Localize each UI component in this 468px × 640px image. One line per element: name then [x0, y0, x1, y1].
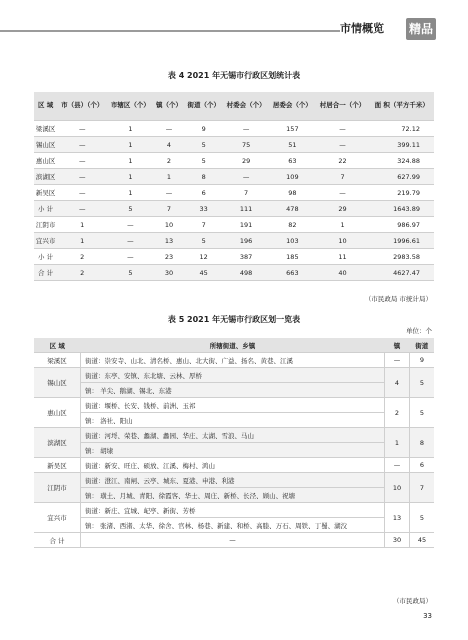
table-row [34, 185, 434, 201]
section-label: 市情概览 [340, 22, 384, 35]
table-row [34, 353, 434, 368]
district-cell: 惠山区 [34, 398, 81, 428]
table4-header-cell: 市（县）（个） [57, 92, 107, 121]
table4-cell: 98 [269, 185, 315, 201]
table4-header-cell: 居委会（个） [269, 92, 315, 121]
table4-cell: 30 [154, 265, 185, 281]
table4-cell: 387 [223, 249, 269, 265]
table4-cell: 1 [57, 217, 107, 233]
table-row [34, 383, 434, 398]
table5-header-cell: 区 域 [34, 338, 81, 353]
page-header [0, 18, 468, 44]
table4-cell: 2983.58 [370, 249, 434, 265]
table4-header-cell: 区 域 [34, 92, 57, 121]
table4-cell: 1 [107, 121, 153, 137]
table4-cell: — [107, 217, 153, 233]
table4-cell: — [57, 121, 107, 137]
table4-cell: 196 [223, 233, 269, 249]
subdivision-cell: 镇： 洛社、阳山 [81, 413, 385, 428]
table4-cell: 40 [316, 265, 370, 281]
table-row [34, 217, 434, 233]
table-row [34, 428, 434, 443]
table4-cell: 29 [316, 201, 370, 217]
table4-header-cell: 镇（个） [154, 92, 185, 121]
subdivision-cell: 街道：新庄、宜城、屺亭、新街、芳桥 [81, 503, 385, 518]
subdivision-cell: 镇： 胡埭 [81, 443, 385, 458]
logo-badge: 精品 [406, 18, 436, 40]
subdivision-cell: 街道：东亭、安镇、东北塘、云林、厚桥 [81, 368, 385, 383]
header-rule [0, 30, 340, 32]
town-count-cell: 1 [385, 428, 410, 458]
subdivision-cell: 街道：崇安寺、山北、清名桥、惠山、北大街、广益、扬名、黄巷、江溪 [81, 353, 385, 368]
table5-header-cell: 街道 [410, 338, 435, 353]
table4-cell: 小 计 [34, 201, 57, 217]
table4-cell: 72.12 [370, 121, 434, 137]
table4-cell: 1 [107, 153, 153, 169]
street-count-cell: 5 [410, 398, 435, 428]
table4-cell: 111 [223, 201, 269, 217]
table-row [34, 201, 434, 217]
table4-cell: 51 [269, 137, 315, 153]
table4-cell: — [223, 169, 269, 185]
table4-cell: 82 [269, 217, 315, 233]
table4-cell: — [316, 121, 370, 137]
table4-cell: 9 [184, 121, 223, 137]
table-row [34, 413, 434, 428]
table5-source: （市民政局） [393, 597, 432, 605]
table4-cell: 185 [269, 249, 315, 265]
total-middle: — [81, 533, 385, 548]
town-count-cell: 10 [385, 473, 410, 503]
table-row [34, 503, 434, 518]
table4-cell: — [223, 121, 269, 137]
subdivision-cell: 街道：澄江、南闸、云亭、城东、夏港、申港、利港 [81, 473, 385, 488]
table4-cell: 梁溪区 [34, 121, 57, 137]
table4-cell: 63 [269, 153, 315, 169]
table-row [34, 398, 434, 413]
table4-cell: 7 [316, 169, 370, 185]
table-row [34, 153, 434, 169]
table4-cell: 5 [184, 153, 223, 169]
table4-cell: 191 [223, 217, 269, 233]
district-cell: 锡山区 [34, 368, 81, 398]
table4-cell: 1643.89 [370, 201, 434, 217]
table4-cell: 1996.61 [370, 233, 434, 249]
table4-cell: 江阴市 [34, 217, 57, 233]
district-cell: 新吴区 [34, 458, 81, 473]
table4-cell: — [154, 185, 185, 201]
table4-cell: 1 [107, 185, 153, 201]
table4-header-cell: 街道（个） [184, 92, 223, 121]
table4-cell: 11 [316, 249, 370, 265]
district-cell: 宜兴市 [34, 503, 81, 533]
table-row [34, 265, 434, 281]
table4-cell: 10 [154, 217, 185, 233]
street-count-cell: 5 [410, 368, 435, 398]
table4-header-cell: 村居合一（个） [316, 92, 370, 121]
table4-cell: 324.88 [370, 153, 434, 169]
table4-cell: 宜兴市 [34, 233, 57, 249]
table4-header-cell: 面 积（平方千米） [370, 92, 434, 121]
table-row [34, 443, 434, 458]
table4 [34, 92, 434, 281]
table4-cell: 663 [269, 265, 315, 281]
table4-header-cell: 村委会（个） [223, 92, 269, 121]
table4-source: （市民政局 市统计局） [364, 295, 432, 303]
table4-cell: 23 [154, 249, 185, 265]
total-label: 合 计 [34, 533, 81, 548]
district-cell: 滨湖区 [34, 428, 81, 458]
table4-cell: 合 计 [34, 265, 57, 281]
district-cell: 江阴市 [34, 473, 81, 503]
table4-cell: 1 [154, 169, 185, 185]
table4-cell: 8 [184, 169, 223, 185]
subdivision-cell: 街道：新安、旺庄、硕放、江溪、梅村、鸿山 [81, 458, 385, 473]
table4-cell: — [57, 169, 107, 185]
total-streets: 45 [410, 533, 435, 548]
table4-cell: 锡山区 [34, 137, 57, 153]
table4-cell: 478 [269, 201, 315, 217]
table4-cell: 5 [107, 201, 153, 217]
table5-title: 表 5 2021 年无锡市行政区划一览表 [167, 315, 301, 324]
table-row [34, 249, 434, 265]
table4-cell: 1 [316, 217, 370, 233]
total-row [34, 533, 434, 548]
street-count-cell: 6 [410, 458, 435, 473]
page-number: 33 [423, 612, 432, 620]
table5 [34, 338, 434, 548]
table4-header-cell: 市辖区（个） [107, 92, 153, 121]
table4-cell: 7 [223, 185, 269, 201]
table4-cell: — [57, 201, 107, 217]
table5-header-cell: 所辖街道、乡镇 [81, 338, 385, 353]
table4-cell: 惠山区 [34, 153, 57, 169]
street-count-cell: 9 [410, 353, 435, 368]
table4-cell: 新吴区 [34, 185, 57, 201]
table4-cell: 12 [184, 249, 223, 265]
table4-header-row [34, 92, 434, 121]
table4-cell: 1 [107, 137, 153, 153]
table4-cell: 5 [107, 265, 153, 281]
table4-cell: 29 [223, 153, 269, 169]
table4-cell: 5 [184, 233, 223, 249]
table4-cell: 小 计 [34, 249, 57, 265]
table-row [34, 473, 434, 488]
table4-cell: 627.99 [370, 169, 434, 185]
table4-cell: 498 [223, 265, 269, 281]
table4-cell: 4 [154, 137, 185, 153]
table4-title: 表 4 2021 年无锡市行政区划统计表 [167, 71, 301, 80]
table4-cell: — [316, 185, 370, 201]
subdivision-cell: 街道：堰桥、长安、钱桥、前洲、玉祁 [81, 398, 385, 413]
table4-cell: 滨湖区 [34, 169, 57, 185]
table4-cell: 399.11 [370, 137, 434, 153]
table4-cell: — [107, 233, 153, 249]
street-count-cell: 5 [410, 503, 435, 533]
table4-cell: 103 [269, 233, 315, 249]
table5-header-cell: 镇 [385, 338, 410, 353]
table4-cell: 6 [184, 185, 223, 201]
table4-cell: 2 [57, 265, 107, 281]
table4-cell: 5 [184, 137, 223, 153]
table-row [34, 121, 434, 137]
total-towns: 30 [385, 533, 410, 548]
town-count-cell: — [385, 353, 410, 368]
subdivision-cell: 镇： 璜土、月城、青阳、徐霞客、华士、周庄、新桥、长泾、顾山、祝塘 [81, 488, 385, 503]
table4-cell: — [107, 249, 153, 265]
table-row [34, 169, 434, 185]
table4-cell: — [57, 137, 107, 153]
table4-cell: — [57, 153, 107, 169]
street-count-cell: 8 [410, 428, 435, 458]
subdivision-cell: 镇： 张渚、西渚、太华、徐舍、官林、杨巷、新建、和桥、高塍、万石、周铁、丁蜀、湖㳇 [81, 518, 385, 533]
table-row [34, 137, 434, 153]
table4-cell: 4627.47 [370, 265, 434, 281]
district-cell: 梁溪区 [34, 353, 81, 368]
table-row [34, 368, 434, 383]
table4-cell: 45 [184, 265, 223, 281]
table-row [34, 518, 434, 533]
table4-cell: 7 [154, 201, 185, 217]
table4-cell: 33 [184, 201, 223, 217]
table4-cell: 157 [269, 121, 315, 137]
table4-cell: 10 [316, 233, 370, 249]
table4-cell: — [316, 137, 370, 153]
table4-cell: 2 [57, 249, 107, 265]
table4-cell: 109 [269, 169, 315, 185]
town-count-cell: — [385, 458, 410, 473]
table4-cell: — [154, 121, 185, 137]
table-row [34, 488, 434, 503]
town-count-cell: 13 [385, 503, 410, 533]
subdivision-cell: 街道：河埒、荣巷、蠡湖、蠡园、华庄、太湖、雪浪、马山 [81, 428, 385, 443]
table4-cell: 1 [107, 169, 153, 185]
table5-unit: 单位：个 [406, 327, 432, 335]
table4-cell: 986.97 [370, 217, 434, 233]
table5-header-row [34, 338, 434, 353]
table-row [34, 458, 434, 473]
town-count-cell: 4 [385, 368, 410, 398]
town-count-cell: 2 [385, 398, 410, 428]
table4-cell: 7 [184, 217, 223, 233]
table-row [34, 233, 434, 249]
subdivision-cell: 镇： 羊尖、鹅湖、锡北、东港 [81, 383, 385, 398]
table4-cell: — [57, 185, 107, 201]
street-count-cell: 7 [410, 473, 435, 503]
table4-cell: 1 [57, 233, 107, 249]
table4-cell: 75 [223, 137, 269, 153]
table4-cell: 2 [154, 153, 185, 169]
table4-cell: 13 [154, 233, 185, 249]
table4-cell: 22 [316, 153, 370, 169]
table4-cell: 219.79 [370, 185, 434, 201]
